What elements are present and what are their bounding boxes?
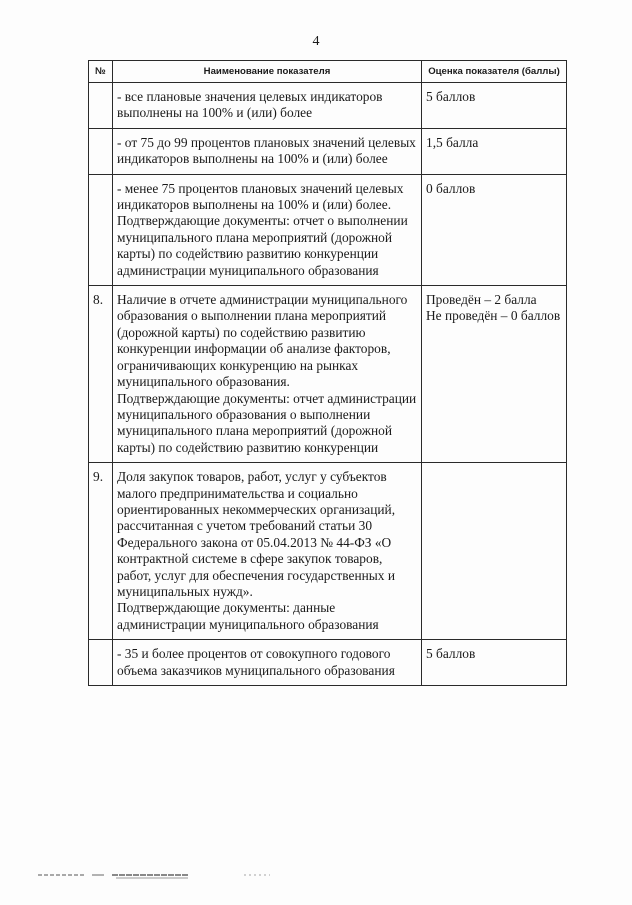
- table-row: [89, 128, 567, 174]
- row-number: [89, 174, 113, 285]
- row-number: [89, 128, 113, 174]
- indicator-name: - 35 и более процентов от совокупного годового объема заказчиков муниципального образования: [113, 640, 422, 686]
- indicator-name: Доля закупок товаров, работ, услуг у субъектов малого предпринимательства и социально ориентированных некоммерческих организаций, рассчитанная с учетом требований статьи 30 Федерального закона от 05.04.2013 № 44-ФЗ «О контрактной системе в сфере закупок товаров, работ, услуг для обеспечения государственных и муниципальных нужд».: [117, 469, 396, 599]
- table-row: [89, 83, 567, 129]
- indicator-score: 5 баллов: [422, 83, 567, 129]
- indicator-name-cell: [113, 174, 422, 285]
- indicator-name: - от 75 до 99 процентов плановых значений целевых индикаторов выполнены на 100% и (или) более: [113, 128, 422, 174]
- supporting-documents: Подтверждающие документы: отчет о выполнении муниципального плана мероприятий (дорожной карты) по содействию развитию конкуренции администрации муниципального образования: [117, 213, 408, 278]
- indicator-score: 0 баллов: [422, 174, 567, 285]
- row-number: 9.: [89, 463, 113, 640]
- indicators-table: [88, 60, 567, 686]
- row-number: [89, 83, 113, 129]
- table-row: [89, 174, 567, 285]
- table-row: [89, 286, 567, 463]
- indicator-score: 1,5 балла: [422, 128, 567, 174]
- indicator-score-alt: Не проведён – 0 баллов: [426, 308, 561, 324]
- indicator-score-cell: [422, 286, 567, 463]
- page-number: 4: [312, 34, 320, 49]
- indicator-name-cell: [113, 286, 422, 463]
- row-number: 8.: [89, 286, 113, 463]
- header-indicator-name: Наименование показателя: [113, 61, 422, 83]
- indicator-score: 5 баллов: [422, 640, 567, 686]
- indicator-score: [422, 463, 567, 640]
- supporting-documents: Подтверждающие документы: отчет администрации муниципального образования о выполнении муниципального плана мероприятий (дорожной карты) по содействию развитию конкуренции: [117, 390, 417, 455]
- indicator-score: Проведён – 2 балла: [426, 292, 537, 308]
- indicator-name: Наличие в отчете администрации муниципального образования о выполнении плана мероприятий (дорожной карты) по содействию развитию конкуренции информации об анализе факторов, ограничивающих конкуренцию на рынках муниципального образования.: [117, 292, 408, 390]
- footer-scan-marks: [38, 871, 278, 881]
- table-row: [89, 463, 567, 640]
- row-number: [89, 640, 113, 686]
- indicator-name-cell: [113, 463, 422, 640]
- indicator-name: - все плановые значения целевых индикаторов выполнены на 100% и (или) более: [113, 83, 422, 129]
- table-header-row: [89, 61, 567, 83]
- indicator-name: - менее 75 процентов плановых значений целевых индикаторов выполнены на 100% и (или) более.: [117, 180, 404, 213]
- header-indicator-score: Оценка показателя (баллы): [422, 61, 567, 83]
- table-row: [89, 640, 567, 686]
- supporting-documents: Подтверждающие документы: данные администрации муниципального образования: [117, 600, 379, 632]
- header-number: №: [89, 61, 113, 83]
